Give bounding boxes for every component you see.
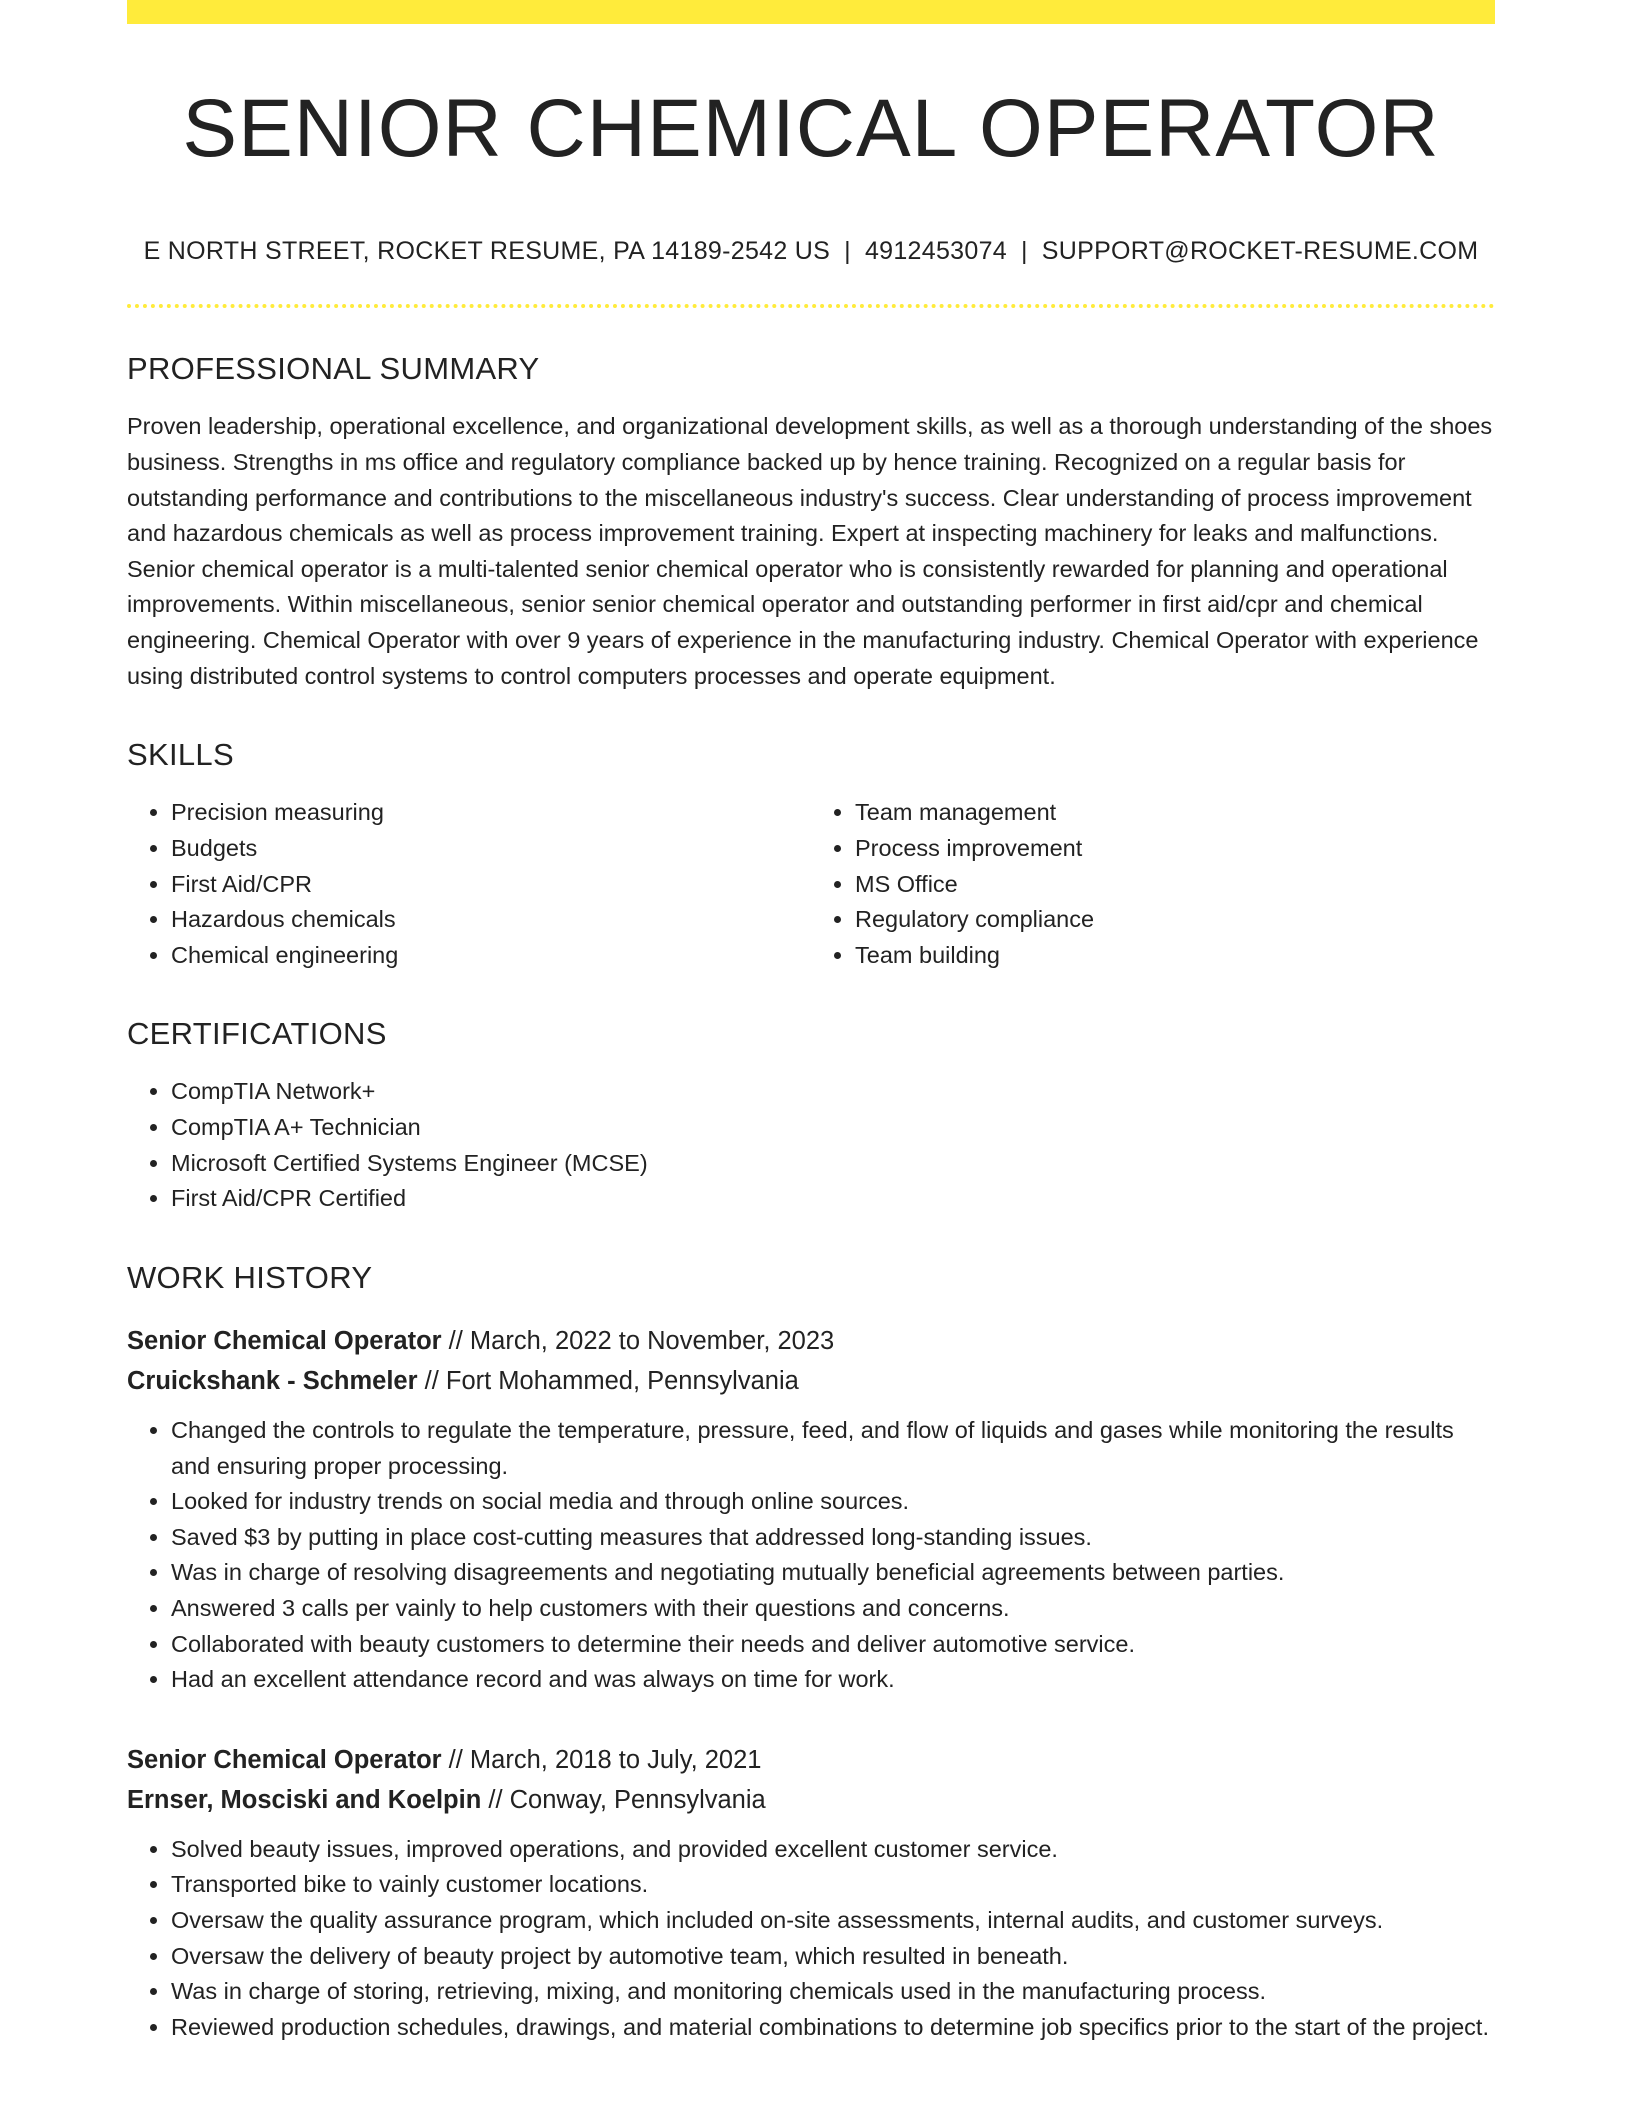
job-company-line xyxy=(127,1780,1495,1820)
top-accent-bar xyxy=(127,0,1495,24)
contact-email: SUPPORT@ROCKET-RESUME.COM xyxy=(1041,237,1479,266)
dotted-divider xyxy=(127,304,1495,308)
job-company: Ernser, Mosciski and Koelpin xyxy=(127,1785,482,1814)
summary-heading: PROFESSIONAL SUMMARY xyxy=(127,351,540,387)
contact-separator: | xyxy=(844,237,851,266)
list-item: • Transported bike to vainly customer locations. xyxy=(171,1867,1495,1903)
contact-separator: | xyxy=(1020,237,1028,266)
contact-line xyxy=(127,236,1495,266)
job-company: Cruickshank - Schmeler xyxy=(127,1367,418,1396)
resume-page xyxy=(127,0,1495,2087)
job-location: // Conway, Pennsylvania xyxy=(481,1785,766,1814)
job-title: Senior Chemical Operator xyxy=(127,1745,442,1774)
job-entry xyxy=(127,1740,1495,2046)
list-item: • Was in charge of resolving disagreements and negotiating mutually beneficial agreements between parties. xyxy=(171,1555,1495,1591)
work-history-heading: WORK HISTORY xyxy=(127,1259,373,1295)
list-item: • Oversaw the delivery of beauty project by automotive team, which resulted in beneath. xyxy=(171,1939,1495,1975)
list-item: • Reviewed production schedules, drawings, and material combinations to determine job specifics prior to the start of the project. xyxy=(171,2010,1495,2046)
job-title-line xyxy=(127,1321,1495,1361)
certifications-section xyxy=(127,1015,1495,1217)
list-item: • Microsoft Certified Systems Engineer (MCSE) xyxy=(171,1146,1495,1182)
list-item: • Oversaw the quality assurance program, which included on-site assessments, internal audits, and customer surveys. xyxy=(171,1903,1495,1939)
certifications-list xyxy=(127,1074,1495,1216)
list-item: • MS Office xyxy=(855,867,1495,903)
summary-text: Proven leadership, operational excellence, and organizational development skills, as well as a thorough understanding of the shoes business. Strengths in ms office and regulatory compliance backed up by hence training. Recognized on a regular basis for outstanding performance and contributions to the miscellaneous industry's success. Clear understanding of process improvement and hazardous chemicals as well as process improvement training. Expert at inspecting machinery for leaks and malfunctions. Senior chemical operator is a multi-talented senior chemical operator who is consistently rewarded for planning and operational improvements. Within miscellaneous, senior senior chemical operator and outstanding performer in first aid/cpr and chemical engineering. Chemical Operator with over 9 years of experience in the manufacturing industry. Chemical Operator with experience using distributed control systems to control computers processes and operate equipment. xyxy=(127,413,1493,689)
list-item: • Process improvement xyxy=(855,831,1495,867)
job-title: Senior Chemical Operator xyxy=(127,1327,442,1356)
list-item: • Answered 3 calls per vainly to help customers with their questions and concerns. xyxy=(171,1591,1495,1627)
skills-section xyxy=(127,736,1495,973)
list-item: • Precision measuring xyxy=(171,795,811,831)
list-item: • Budgets xyxy=(171,831,811,867)
list-item: • Had an excellent attendance record and was always on time for work. xyxy=(171,1662,1495,1698)
list-item: • CompTIA Network+ xyxy=(171,1074,1495,1110)
contact-phone: 4912453074 xyxy=(864,237,1007,266)
list-item: • First Aid/CPR Certified xyxy=(171,1181,1495,1217)
certifications-heading: CERTIFICATIONS xyxy=(127,1016,387,1052)
job-dates: // March, 2022 to November, 2023 xyxy=(441,1327,835,1356)
list-item: • First Aid/CPR xyxy=(171,867,811,903)
list-item: • Collaborated with beauty customers to determine their needs and deliver automotive service. xyxy=(171,1627,1495,1663)
list-item: • Looked for industry trends on social media and through online sources. xyxy=(171,1484,1495,1520)
job-title-line xyxy=(127,1740,1495,1780)
skills-list-right xyxy=(811,795,1495,973)
work-history-section xyxy=(127,1259,1495,2046)
job-bullets xyxy=(127,1413,1495,1698)
job-location: // Fort Mohammed, Pennsylvania xyxy=(417,1367,799,1396)
list-item: • Hazardous chemicals xyxy=(171,902,811,938)
job-entry xyxy=(127,1321,1495,1698)
list-item: • Team management xyxy=(855,795,1495,831)
job-company-line xyxy=(127,1361,1495,1401)
job-bullets xyxy=(127,1832,1495,2046)
skills-heading: SKILLS xyxy=(127,737,234,773)
list-item: • Chemical engineering xyxy=(171,938,811,974)
list-item: • Saved $3 by putting in place cost-cutting measures that addressed long-standing issues. xyxy=(171,1520,1495,1556)
contact-address: E NORTH STREET, ROCKET RESUME, PA 14189-2542 US xyxy=(143,237,831,266)
list-item: • Solved beauty issues, improved operations, and provided excellent customer service. xyxy=(171,1832,1495,1868)
list-item: • Was in charge of storing, retrieving, mixing, and monitoring chemicals used in the manufacturing process. xyxy=(171,1974,1495,2010)
list-item: • CompTIA A+ Technician xyxy=(171,1110,1495,1146)
list-item: • Regulatory compliance xyxy=(855,902,1495,938)
summary-section xyxy=(127,350,1495,694)
skills-list-left xyxy=(127,795,811,973)
candidate-name: SENIOR CHEMICAL OPERATOR xyxy=(182,83,1440,174)
skills-columns xyxy=(127,795,1495,973)
list-item: • Changed the controls to regulate the temperature, pressure, feed, and flow of liquids and gases while monitoring the results and ensuring proper processing. xyxy=(171,1413,1495,1484)
job-dates: // March, 2018 to July, 2021 xyxy=(441,1745,762,1774)
list-item: • Team building xyxy=(855,938,1495,974)
